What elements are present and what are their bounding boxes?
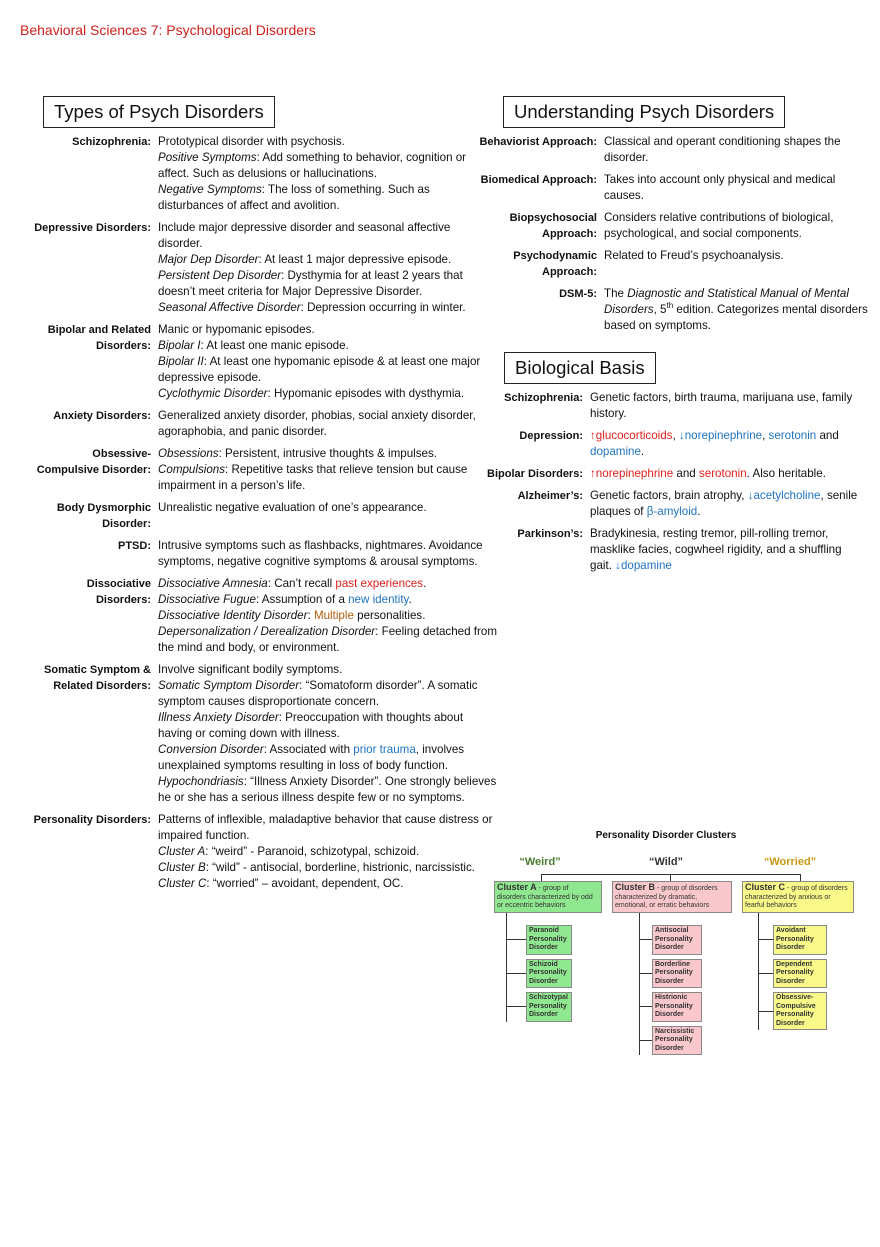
cluster-label-wild: “Wild”	[648, 856, 684, 868]
entry-body	[158, 662, 498, 806]
entry-body	[158, 812, 498, 892]
disorder-row	[759, 925, 827, 955]
cluster-box	[612, 881, 732, 913]
text-span: Dissociative Fugue	[158, 593, 256, 606]
cluster-box	[494, 881, 602, 913]
entry-label: Behaviorist Approach:	[479, 136, 597, 148]
biological-entry	[470, 466, 870, 482]
text-span: The	[604, 287, 628, 300]
entry-body	[590, 390, 865, 422]
entry-label: Somatic Symptom & Related Disorders:	[44, 664, 151, 692]
disorder-row	[507, 992, 572, 1022]
entry-line	[590, 428, 865, 460]
text-span: . Also heritable.	[746, 467, 826, 480]
text-span: Bipolar I	[158, 339, 201, 352]
text-span: Compulsions	[158, 463, 226, 476]
connector-line	[507, 939, 526, 940]
entry-line	[590, 488, 865, 520]
text-span: : Preoccupation with thoughts about having or coming down with illness.	[158, 711, 464, 740]
text-span: : At least 1 major depressive episode.	[258, 253, 452, 266]
connector-line	[759, 1011, 773, 1012]
cluster-description: - group of disorders characterized by odd or eccentric behaviors	[497, 885, 593, 909]
text-span: Bradykinesia, resting tremor, pill-rolling tremor, masklike facies, cogwheel rigidity, and a shuffling gait.	[590, 527, 842, 572]
entry-line	[158, 252, 498, 268]
right-column	[470, 96, 870, 580]
text-span: : Hypomanic episodes with dysthymia.	[267, 387, 465, 400]
highlighted-term: serotonin	[768, 429, 817, 442]
entry-body	[604, 210, 869, 242]
text-span: : “Somatoform disorder”. A somatic symptom causes disproportionate concern.	[158, 679, 478, 708]
understanding-entry	[470, 172, 870, 204]
entry-body	[158, 408, 498, 440]
highlighted-term: ↑norepinephrine	[590, 467, 674, 480]
text-span: : Dysthymia for at least 2 years that doesn’t meet criteria for Major Depressive Disorder.	[158, 269, 463, 298]
text-span: Major Dep Disorder	[158, 253, 259, 266]
entry-line	[158, 576, 498, 592]
connector-line	[639, 913, 640, 925]
entry-line	[158, 662, 498, 678]
left-column	[30, 96, 500, 898]
entry-line	[604, 172, 869, 204]
text-span: : Add something to behavior, cognition or affect. Such as delusions or hallucinations.	[158, 151, 467, 180]
text-span: Intrusive symptoms such as flashbacks, nightmares. Avoidance symptoms, negative cognitive symptoms & arousal symptoms.	[158, 539, 483, 568]
entry-line	[158, 592, 498, 608]
disorder-box: Histrionic Personality Disorder	[652, 992, 702, 1022]
highlighted-term: new identity	[348, 593, 409, 606]
entry-line	[158, 812, 498, 844]
text-span: Cluster C	[158, 877, 207, 890]
entry-label: Obsessive-Compulsive Disorder:	[36, 448, 151, 476]
text-span: Prototypical disorder with psychosis.	[158, 135, 345, 148]
disorder-row	[507, 925, 572, 955]
text-span: Related to Freud’s psychoanalysis.	[604, 249, 784, 262]
text-span: Dissociative Amnesia	[158, 577, 268, 590]
text-span: : At least one hypomanic episode & at least one major depressive episode.	[158, 355, 481, 384]
entry-line	[158, 860, 498, 876]
text-span: ,	[762, 429, 769, 442]
biological-entry	[470, 526, 870, 574]
entry-line	[158, 710, 498, 742]
entry-body	[158, 500, 498, 532]
entry-line	[158, 678, 498, 710]
types-entry	[30, 446, 500, 494]
types-entry	[30, 538, 500, 570]
text-span: Conversion Disorder	[158, 743, 264, 756]
entry-body	[158, 576, 498, 656]
entry-body	[604, 286, 869, 334]
highlighted-term: ↑glucocorticoids	[590, 429, 673, 442]
text-span: Takes into account only physical and medical causes.	[604, 173, 836, 202]
disorder-box: Avoidant Personality Disorder	[773, 925, 827, 955]
text-span: Positive Symptoms	[158, 151, 257, 164]
disorder-row	[640, 992, 702, 1022]
entry-line	[604, 286, 869, 334]
entry-label: Body Dysmorphic Disorder:	[56, 502, 151, 530]
entry-line	[158, 844, 498, 860]
connector-line	[640, 939, 652, 940]
entry-line	[158, 742, 498, 774]
text-span: , senile plaques of	[590, 489, 858, 518]
types-entry	[30, 322, 500, 402]
entry-line	[158, 774, 498, 806]
entry-line	[604, 210, 869, 242]
highlighted-term: ↓norepinephrine	[678, 429, 763, 442]
types-entry	[30, 576, 500, 656]
disorder-box: Obsessive-Compulsive Personality Disorder	[773, 992, 827, 1030]
text-span: :	[307, 609, 314, 622]
types-entry	[30, 220, 500, 316]
entry-label: Parkinson’s:	[517, 528, 583, 540]
text-span: ,	[672, 429, 679, 442]
text-span: Obsessions	[158, 447, 219, 460]
entry-line	[158, 446, 498, 462]
connector-line	[640, 973, 652, 974]
entry-line	[158, 462, 498, 494]
entry-line	[158, 624, 498, 656]
entry-line	[158, 338, 498, 354]
text-span: , involves unexplained symptoms resulting in loss of body function.	[158, 743, 465, 772]
text-span: Involve significant bodily symptoms.	[158, 663, 343, 676]
cluster-label-weird: “Weird”	[519, 856, 561, 868]
text-span: : At least one manic episode.	[200, 339, 349, 352]
entry-body	[158, 446, 498, 494]
entry-body	[590, 526, 865, 574]
text-span: Hypochondriasis	[158, 775, 244, 788]
text-span: : Can’t recall	[267, 577, 336, 590]
entry-line	[604, 134, 869, 166]
section-title-understanding: Understanding Psych Disorders	[503, 96, 785, 128]
types-entry	[30, 662, 500, 806]
text-span: .	[640, 445, 645, 458]
entry-body	[158, 220, 498, 316]
text-span: personalities.	[353, 609, 426, 622]
entry-line	[590, 526, 865, 574]
cluster-items	[506, 925, 572, 1022]
section-title-biological: Biological Basis	[504, 352, 656, 384]
highlighted-term: Multiple	[313, 609, 354, 622]
highlighted-term: serotonin	[698, 467, 747, 480]
biological-entry	[470, 428, 870, 460]
diagram-title: Personality Disorder Clusters	[595, 830, 737, 841]
connector-line	[759, 939, 773, 940]
understanding-entry	[470, 210, 870, 242]
connector-line	[640, 1040, 652, 1041]
entry-line	[158, 268, 498, 300]
highlighted-term: ↓dopamine	[615, 559, 672, 572]
entry-body	[604, 172, 869, 204]
cluster-items	[758, 925, 827, 1030]
entry-body	[590, 466, 865, 482]
entry-line	[590, 466, 865, 482]
types-entry	[30, 812, 500, 892]
entry-label: Biopsychosocial Approach:	[509, 212, 597, 240]
biological-entries	[470, 390, 870, 574]
text-span: edition. Categorizes mental disorders based on symptoms.	[604, 303, 868, 332]
understanding-entry	[470, 134, 870, 166]
text-span: Patterns of inflexible, maladaptive behavior that cause distress or impaired function.	[158, 813, 493, 842]
highlighted-term: ↓acetylcholine	[747, 489, 821, 502]
entry-line	[158, 608, 498, 624]
document-header: Behavioral Sciences 7: Psychological Disorders	[20, 22, 316, 38]
entry-line	[158, 408, 498, 440]
text-span: Dissociative Identity Disorder	[158, 609, 308, 622]
entry-label: Psychodynamic Approach:	[513, 250, 597, 278]
entry-line	[158, 500, 498, 516]
entry-label: Depressive Disorders:	[34, 222, 151, 234]
cluster-label-worried: “Worried”	[763, 856, 817, 868]
text-span: : Repetitive tasks that relieve tension but cause impairment in a person’s life.	[158, 463, 468, 492]
entry-body	[158, 322, 498, 402]
cluster-description: - group of disorders characterized by anxious or fearful behaviors	[745, 885, 848, 909]
disorder-box: Schizoid Personality Disorder	[526, 959, 572, 989]
text-span: Unrealistic negative evaluation of one’s appearance.	[158, 501, 427, 514]
text-span: Classical and operant conditioning shapes the disorder.	[604, 135, 841, 164]
highlighted-term: past experiences	[335, 577, 424, 590]
entry-line	[158, 386, 498, 402]
disorder-row	[759, 959, 827, 989]
highlighted-term: β-amyloid	[646, 505, 698, 518]
text-span: Seasonal Affective Disorder	[158, 301, 301, 314]
text-span: Cluster B	[158, 861, 206, 874]
text-span: Diagnostic and Statistical Manual of Mental Disorders	[604, 287, 849, 316]
text-span: and	[673, 467, 699, 480]
entry-line	[158, 876, 498, 892]
entry-line	[604, 248, 869, 264]
section-title-types: Types of Psych Disorders	[43, 96, 275, 128]
entry-body	[158, 134, 498, 214]
text-span: : “Illness Anxiety Disorder”. One strongly believes he or she has a serious illness despite few or no symptoms.	[158, 775, 497, 804]
cluster-head: Cluster C	[745, 882, 786, 892]
connector-line	[640, 1006, 652, 1007]
text-span: Include major depressive disorder and seasonal affective disorder.	[158, 221, 451, 250]
entry-line	[158, 322, 498, 338]
text-span: Negative Symptoms	[158, 183, 262, 196]
text-span: : “worried” – avoidant, dependent, OC.	[206, 877, 404, 890]
understanding-entry	[470, 248, 870, 280]
text-span: : Depression occurring in winter.	[300, 301, 466, 314]
connector-line	[507, 973, 526, 974]
entry-line	[590, 390, 865, 422]
entry-label: Depression:	[519, 430, 583, 442]
entry-label: Anxiety Disorders:	[53, 410, 151, 422]
connector-line	[506, 913, 507, 925]
highlighted-term: prior trauma	[353, 743, 416, 756]
cluster-head: Cluster A	[497, 882, 537, 892]
text-span: .	[408, 593, 412, 606]
connector-line	[758, 913, 759, 925]
entry-label: Schizophrenia:	[504, 392, 583, 404]
text-span: Cyclothymic Disorder	[158, 387, 268, 400]
entry-body	[604, 248, 869, 280]
text-span: Bipolar II	[158, 355, 204, 368]
entry-label: Personality Disorders:	[33, 814, 151, 826]
entry-body	[604, 134, 869, 166]
types-entries	[30, 134, 500, 892]
text-span: and	[816, 429, 839, 442]
entry-line	[158, 182, 498, 214]
text-span: Genetic factors, brain atrophy,	[590, 489, 748, 502]
disorder-row	[507, 959, 572, 989]
text-span: Considers relative contributions of biological, psychological, and social components.	[604, 211, 834, 240]
connector-line	[541, 874, 801, 875]
entry-line	[158, 354, 498, 386]
disorder-box: Narcissistic Personality Disorder	[652, 1026, 702, 1056]
text-span: : Assumption of a	[255, 593, 349, 606]
disorder-box: Schizotypal Personality Disorder	[526, 992, 572, 1022]
text-span: : Persistent, intrusive thoughts & impulses.	[218, 447, 438, 460]
text-span: Manic or hypomanic episodes.	[158, 323, 315, 336]
understanding-entries	[470, 134, 870, 334]
text-span: Persistent Dep Disorder	[158, 269, 282, 282]
disorder-box: Borderline Personality Disorder	[652, 959, 702, 989]
text-span: Somatic Symptom Disorder	[158, 679, 300, 692]
biological-entry	[470, 390, 870, 422]
connector-line	[507, 1006, 526, 1007]
text-span: .	[423, 577, 427, 590]
disorder-box: Antisocial Personality Disorder	[652, 925, 702, 955]
cluster-description: - group of disorders characterized by dramatic, emotional, or erratic behaviors	[615, 885, 718, 909]
entry-body	[590, 488, 865, 520]
entry-label: Dissociative Disorders:	[86, 578, 151, 606]
text-span: : Associated with	[263, 743, 354, 756]
disorder-row	[640, 1026, 702, 1056]
entry-line	[158, 150, 498, 182]
entry-line	[158, 220, 498, 252]
entry-label: Bipolar and Related Disorders:	[47, 324, 151, 352]
text-span: : “wild” - antisocial, borderline, histrionic, narcissistic.	[205, 861, 476, 874]
disorder-box: Dependent Personality Disorder	[773, 959, 827, 989]
connector-line	[759, 973, 773, 974]
entry-body	[158, 538, 498, 570]
types-entry	[30, 500, 500, 532]
entry-label: Schizophrenia:	[72, 136, 151, 148]
cluster-items	[639, 925, 702, 1055]
text-span: Illness Anxiety Disorder	[158, 711, 279, 724]
text-span: .	[697, 505, 701, 518]
disorder-row	[640, 925, 702, 955]
disorder-box: Paranoid Personality Disorder	[526, 925, 572, 955]
cluster-head: Cluster B	[615, 882, 656, 892]
types-entry	[30, 134, 500, 214]
disorder-row	[759, 992, 827, 1030]
text-span: : “weird” - Paranoid, schizotypal, schizoid.	[205, 845, 420, 858]
entry-label: Biomedical Approach:	[480, 174, 597, 186]
entry-label: DSM-5:	[559, 288, 597, 300]
disorder-row	[640, 959, 702, 989]
text-span: : Feeling detached from the mind and body, or environment.	[158, 625, 497, 654]
cluster-box	[742, 881, 854, 913]
highlighted-term: dopamine	[590, 445, 641, 458]
text-span: Cluster A	[158, 845, 206, 858]
text-span: th	[666, 301, 674, 311]
understanding-entry	[470, 286, 870, 334]
entry-label: Bipolar Disorders:	[487, 468, 583, 480]
entry-line	[158, 134, 498, 150]
types-entry	[30, 408, 500, 440]
text-span: Genetic factors, birth trauma, marijuana use, family history.	[590, 391, 853, 420]
biological-entry	[470, 488, 870, 520]
text-span: , 5	[653, 303, 667, 316]
entry-label: PTSD:	[118, 540, 151, 552]
entry-line	[158, 300, 498, 316]
entry-line	[158, 538, 498, 570]
entry-body	[590, 428, 865, 460]
text-span: Depersonalization / Derealization Disorder	[158, 625, 376, 638]
text-span: : The loss of something. Such as disturbances of affect and avolition.	[158, 183, 430, 212]
text-span: Generalized anxiety disorder, phobias, social anxiety disorder, agoraphobia, and panic disorder.	[158, 409, 476, 438]
entry-label: Alzheimer’s:	[517, 490, 583, 502]
